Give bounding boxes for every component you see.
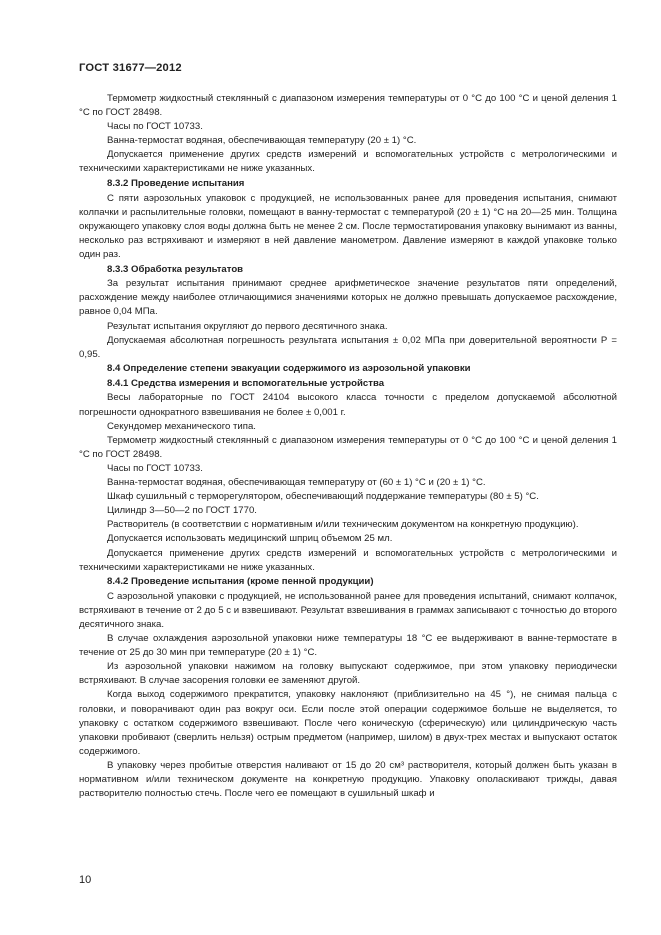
paragraph: Секундомер механического типа. — [107, 420, 256, 432]
paragraph: С пяти аэрозольных упаковок с продукцией, не использованных ранее для проведения испытания, снимают колпачки и распылительные головки, помещают в ванну-термостат с температурой (20 ± 1) °С на 20—25 мин. Толщина окружающего упаковку слоя воды должна быть не менее 2 см. После термостатирования упаковку вынимают из ванны, несколько раз встряхивают и измеряют в ней давление манометром. Давление измеряют в каждой упаковке только один раз. — [79, 192, 617, 261]
paragraph: Часы по ГОСТ 10733. — [107, 462, 203, 474]
paragraph: Результат испытания округляют до первого десятичного знака. — [107, 320, 388, 332]
paragraph: Допускается применение других средств измерений и вспомогательных устройств с метрологическими и техническими характеристиками не ниже указанных. — [79, 149, 617, 175]
paragraph: С аэрозольной упаковки с продукцией, не использованной ранее для проведения испытаний, снимают колпачок, встряхивают в течение от 2 до 5 с и взвешивают. Результат взвешивания в граммах записывают с точностью до второго десятичного знака. — [79, 590, 617, 630]
page-number: 10 — [79, 874, 92, 886]
paragraph: Термометр жидкостный стеклянный с диапазоном измерения температуры от 0 °С до 100 °С и ценой деления 1 °С по ГОСТ 28498. — [79, 93, 617, 119]
paragraph: Допускается применение других средств измерений и вспомогательных устройств с метрологическими и техническими характеристиками не ниже указанных. — [79, 547, 617, 573]
section-heading: 8.4.2 Проведение испытания (кроме пенной продукции) — [107, 576, 374, 588]
paragraph: Растворитель (в соответствии с нормативным и/или техническим документом на конкретную продукцию). — [107, 519, 579, 531]
paragraph: Из аэрозольной упаковки нажимом на головку выпускают содержимое, при этом упаковку периодически встряхивают. В случае засорения головки ее заменяют другой. — [79, 661, 617, 687]
section-heading: 8.4 Определение степени эвакуации содержимого из аэрозольной упаковки — [107, 363, 471, 375]
paragraph: В случае охлаждения аэрозольной упаковки ниже температуры 18 °С ее выдерживают в ванне-термостате в течение от 25 до 30 мин при температуре (20 ± 1) °С. — [79, 633, 617, 659]
paragraph: В упаковку через пробитые отверстия наливают от 15 до 20 см³ растворителя, который должен быть указан в нормативном и/или техническом документе на конкретную продукцию. Упаковку ополаскивают трижды, давая растворителю полностью стечь. После чего ее помещают в сушильный шкаф и — [79, 759, 617, 800]
paragraph: Ванна-термостат водяная, обеспечивающая температуру (20 ± 1) °С. — [107, 135, 417, 147]
paragraph: Шкаф сушильный с терморегулятором, обеспечивающий поддержание температуры (80 ± 5) °С. — [107, 491, 539, 503]
paragraph: Допускается использовать медицинский шприц объемом 25 мл. — [107, 533, 393, 545]
document-header: ГОСТ 31677—2012 — [79, 62, 182, 74]
paragraph: Допускаемая абсолютная погрешность результата испытания ± 0,02 МПа при доверительной вероятности Р = 0,95. — [79, 334, 617, 360]
paragraph: Когда выход содержимого прекратится, упаковку наклоняют (приблизительно на 45 °), не снимая пальца с головки, и поворачивают один раз вокруг оси. Если после этой операции содержимое больше не выделяется, то упаковку с остатком содержимого взвешивают. После чего коническую (сферическую) или цилиндрическую часть упаковки пробивают (сверлить нельзя) острым предметом (например, шилом) в двух-трех местах и выпускают остаток содержимого. — [79, 689, 617, 757]
section-heading: 8.4.1 Средства измерения и вспомогательные устройства — [107, 377, 385, 389]
paragraph: Ванна-термостат водяная, обеспечивающая температуру от (60 ± 1) °С и (20 ± 1) °С. — [107, 477, 486, 489]
section-heading: 8.3.3 Обработка результатов — [107, 263, 244, 275]
paragraph: За результат испытания принимают среднее арифметическое значение результатов пяти определений, расхождение между наиболее отличающимися значениями которых не должно превышать допускаемое расхождение, равное 0,04 МПа. — [79, 278, 617, 318]
document-body — [79, 92, 617, 801]
paragraph: Весы лабораторные по ГОСТ 24104 высокого класса точности с пределом допускаемой абсолютной погрешности однократного взвешивания не более ± 0,001 г. — [79, 392, 617, 418]
paragraph: Часы по ГОСТ 10733. — [107, 121, 203, 133]
paragraph: Термометр жидкостный стеклянный с диапазоном измерения температуры от 0 °С до 100 °С и ценой деления 1 °С по ГОСТ 28498. — [79, 434, 617, 460]
paragraph: Цилиндр 3—50—2 по ГОСТ 1770. — [107, 505, 257, 517]
section-heading: 8.3.2 Проведение испытания — [107, 178, 245, 190]
